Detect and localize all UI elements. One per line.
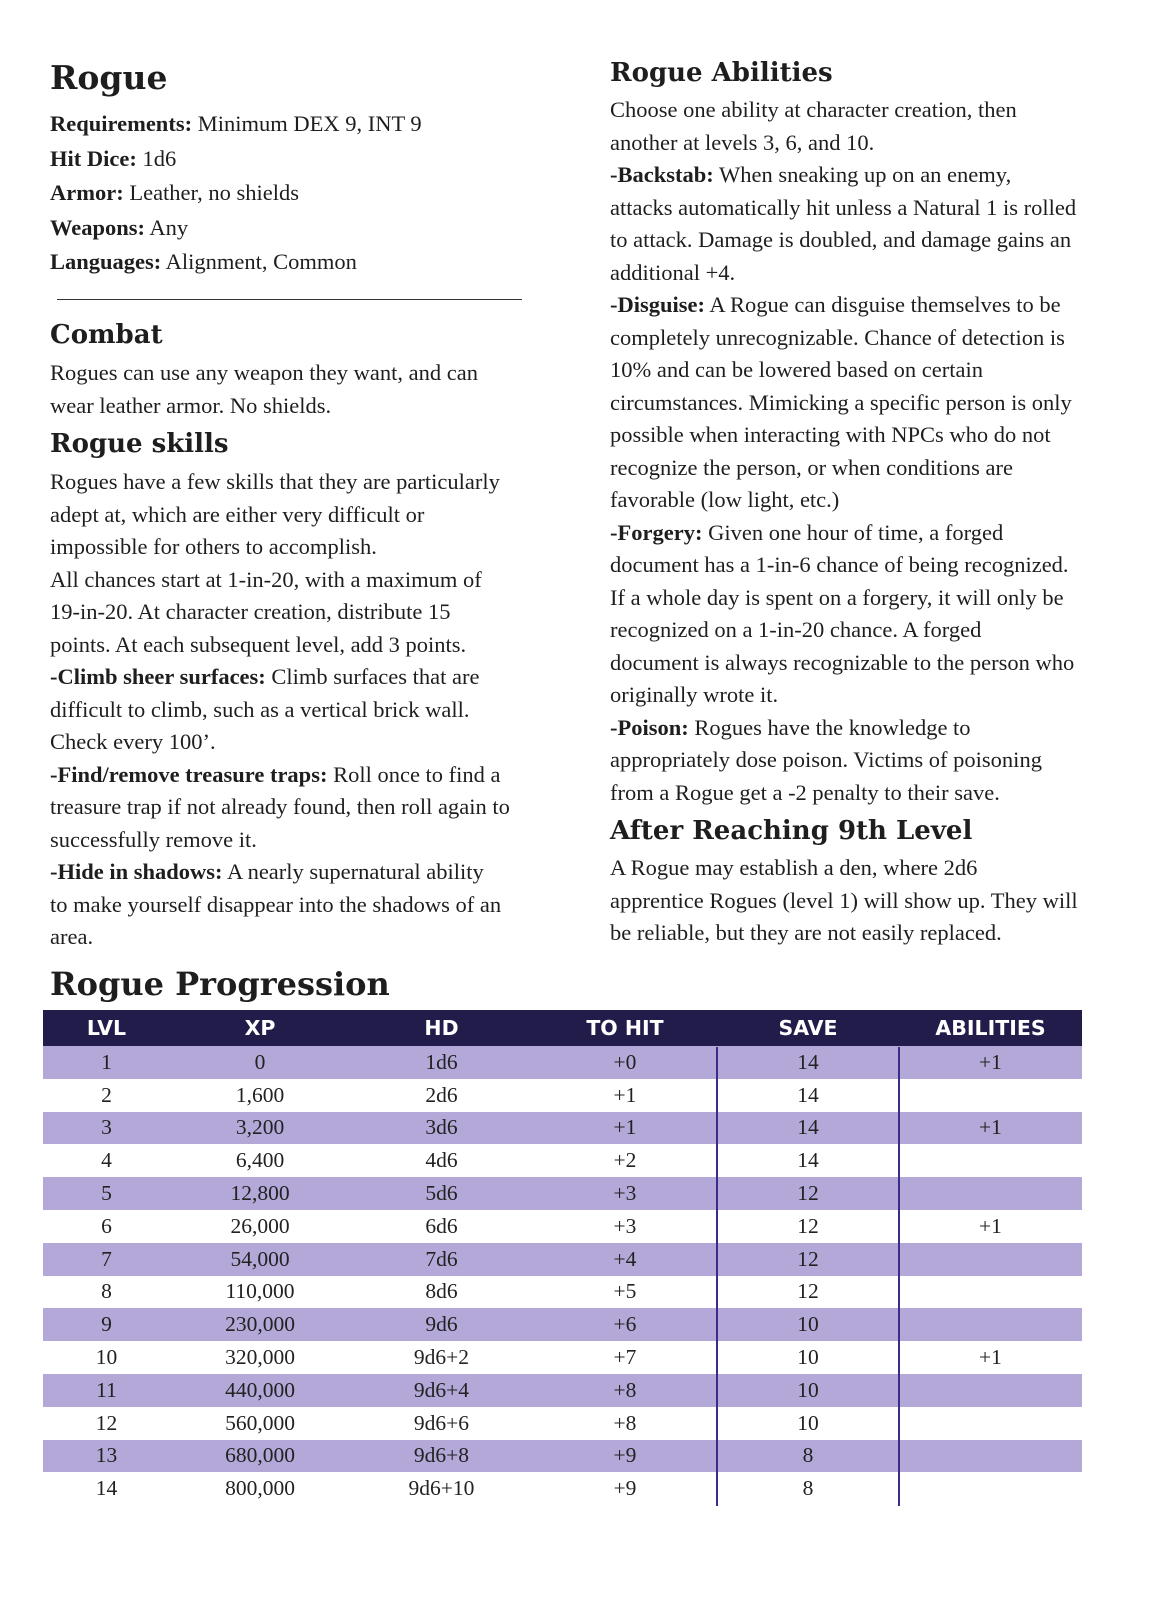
table-cell: 10 <box>95 1345 118 1370</box>
column-header: XP <box>244 1016 276 1040</box>
table-cell: 320,000 <box>225 1345 295 1370</box>
abilities-text: Choose one ability at character creation, then <box>610 97 1017 122</box>
table-cell: 14 <box>797 1148 819 1173</box>
ability-item-text: circumstances. Mimicking a specific person is only <box>610 389 1072 415</box>
ability-item-text: additional +4. <box>610 259 736 285</box>
table-cell: 9d6+4 <box>413 1377 470 1402</box>
table-body <box>43 1046 1082 1505</box>
table-cell: +1 <box>979 1213 1002 1238</box>
table-cell: +9 <box>613 1443 637 1468</box>
table-cell <box>899 1276 1082 1309</box>
ninth-level-text: be reliable, but they are not easily replaced. <box>610 920 1002 945</box>
column-header: ABILITIES <box>935 1016 1046 1040</box>
table-cell: 230,000 <box>225 1312 295 1337</box>
table-cell: 110,000 <box>225 1279 295 1304</box>
table-cell: 9d6 <box>425 1312 458 1337</box>
table-row <box>43 1177 1082 1210</box>
skill-item: -Find/remove treasure traps: Roll once to find a <box>50 761 501 787</box>
table-cell: 560,000 <box>225 1410 295 1435</box>
ninth-level-text: A Rogue may establish a den, where 2d6 <box>610 855 978 880</box>
table-cell: 12 <box>797 1181 819 1206</box>
table-cell: 1,600 <box>235 1082 285 1107</box>
table-cell: 12 <box>797 1246 819 1271</box>
table-cell: 9d6+8 <box>413 1443 470 1468</box>
table-cell: +1 <box>613 1115 637 1140</box>
table-cell: +1 <box>979 1115 1002 1140</box>
table-cell: 10 <box>797 1312 819 1337</box>
table-cell <box>899 1440 1082 1473</box>
table-cell: 9d6+2 <box>413 1345 470 1370</box>
table-cell: 3d6 <box>425 1115 458 1140</box>
table-cell: 7d6 <box>425 1246 458 1271</box>
requirement-line: Languages: Alignment, Common <box>50 249 357 274</box>
skill-item: -Hide in shadows: A nearly supernatural ability <box>50 859 484 884</box>
table-cell: 10 <box>797 1410 819 1435</box>
ability-item: -Disguise: A Rogue can disguise themselves to be <box>610 292 1061 317</box>
skills-text: impossible for others to accomplish. <box>50 534 377 559</box>
table-cell: 9 <box>101 1312 112 1337</box>
skill-item-text: successfully remove it. <box>50 826 257 852</box>
table-cell: 14 <box>95 1476 118 1501</box>
table-cell: +9 <box>613 1476 637 1501</box>
table-cell: 5 <box>101 1181 112 1206</box>
table-cell: 3 <box>101 1115 112 1140</box>
ability-item-text: possible when interacting with NPCs who do not <box>610 422 1051 447</box>
table-cell: 8 <box>101 1279 112 1304</box>
table-cell: 14 <box>797 1082 819 1107</box>
table-cell: 2 <box>101 1082 112 1107</box>
table-cell: 9d6+10 <box>408 1476 475 1501</box>
table-cell <box>899 1144 1082 1177</box>
column-header: HD <box>424 1016 459 1040</box>
table-cell: 1 <box>101 1049 112 1074</box>
progression-heading: Rogue Progression <box>50 965 390 1003</box>
combat-heading: Combat <box>50 320 163 350</box>
ability-item-text: document is always recognizable to the person who <box>610 649 1075 675</box>
table-cell: +7 <box>613 1345 637 1370</box>
table-cell: 12 <box>797 1279 819 1304</box>
table-cell: +5 <box>613 1279 637 1304</box>
requirement-line: Weapons: Any <box>50 214 189 240</box>
table-cell <box>899 1243 1082 1276</box>
skill-item: -Climb sheer surfaces: Climb surfaces that are <box>50 664 480 689</box>
skill-item-text: Check every 100’. <box>50 729 216 754</box>
table-cell: 7 <box>101 1246 112 1271</box>
ability-item-text: 10% and can be lowered based on certain <box>610 357 983 382</box>
table-row <box>43 1374 1082 1407</box>
ability-item-text: completely unrecognizable. Chance of detection is <box>610 324 1065 350</box>
skills-text: adept at, which are either very difficult or <box>50 501 425 527</box>
skills-heading: Rogue skills <box>50 429 229 459</box>
table-cell: +1 <box>979 1345 1002 1370</box>
table-cell: 800,000 <box>225 1476 295 1501</box>
skills-text: All chances start at 1-in-20, with a maximum of <box>50 566 482 592</box>
table-cell: 8 <box>802 1476 814 1501</box>
table-row <box>43 1210 1082 1243</box>
ability-item-text: to attack. Damage is doubled, and damage gains an <box>610 227 1072 252</box>
ability-item-text: from a Rogue get a -2 penalty to their save. <box>610 779 1000 805</box>
abilities-section <box>610 56 1115 809</box>
table-cell: 6d6 <box>425 1213 458 1238</box>
table-cell: 12 <box>95 1410 118 1435</box>
requirements-list <box>50 107 540 280</box>
table-cell <box>899 1079 1082 1112</box>
progression-table <box>43 1010 1082 1505</box>
table-cell: 8 <box>802 1443 814 1468</box>
table-cell <box>899 1407 1082 1440</box>
combat-text: wear leather armor. No shields. <box>50 392 332 418</box>
combat-section <box>50 318 540 422</box>
column-header: SAVE <box>778 1016 838 1040</box>
skills-text: points. At each subsequent level, add 3 points. <box>50 631 467 657</box>
table-cell: +1 <box>613 1082 637 1107</box>
ability-item: -Poison: Rogues have the knowledge to <box>610 714 971 740</box>
ability-item: -Forgery: Given one hour of time, a forged <box>610 519 1004 545</box>
requirement-line: Hit Dice: 1d6 <box>50 145 177 171</box>
table-cell: 3,200 <box>235 1115 285 1140</box>
table-cell: +3 <box>613 1213 637 1238</box>
ability-item-text: appropriately dose poison. Victims of poisoning <box>610 747 1042 772</box>
skills-section <box>50 427 540 954</box>
ability-item-text: originally wrote it. <box>610 682 779 707</box>
abilities-heading: Rogue Abilities <box>610 58 833 88</box>
ninth-level-section <box>610 814 1115 950</box>
abilities-text: another at levels 3, 6, and 10. <box>610 129 875 155</box>
ability-item-text: recognized on a 1-in-20 chance. A forged <box>610 617 982 642</box>
requirement-line: Requirements: Minimum DEX 9, INT 9 <box>50 111 422 136</box>
table-row <box>43 1407 1082 1440</box>
table-cell: 0 <box>254 1049 266 1074</box>
skill-item-text: area. <box>50 924 94 949</box>
requirement-line: Armor: Leather, no shields <box>50 180 300 205</box>
table-cell <box>899 1177 1082 1210</box>
table-row <box>43 1079 1082 1112</box>
table-row <box>43 1046 1082 1079</box>
column-header: TO HIT <box>586 1016 664 1040</box>
ability-item: -Backstab: When sneaking up on an enemy, <box>610 162 1012 187</box>
table-cell: 440,000 <box>225 1377 295 1402</box>
table-cell <box>899 1472 1082 1505</box>
table-cell: 2d6 <box>425 1082 458 1107</box>
table-row <box>43 1276 1082 1309</box>
ability-item-text: recognize the person, or when conditions are <box>610 454 1013 480</box>
table-row <box>43 1308 1082 1341</box>
table-cell: 14 <box>797 1115 819 1140</box>
table-cell: +8 <box>613 1410 637 1435</box>
table-cell: +4 <box>613 1246 637 1271</box>
table-cell: +0 <box>613 1049 637 1074</box>
table-cell: 10 <box>797 1345 819 1370</box>
table-cell: 12,800 <box>230 1181 290 1206</box>
table-row <box>43 1472 1082 1505</box>
section-divider <box>57 299 522 300</box>
table-cell: 680,000 <box>225 1443 295 1468</box>
table-row <box>43 1243 1082 1276</box>
table-cell: 4 <box>101 1148 112 1173</box>
column-divider <box>898 1047 900 1506</box>
ninth-level-heading: After Reaching 9th Level <box>610 816 973 846</box>
table-cell: 10 <box>797 1377 819 1402</box>
table-row <box>43 1144 1082 1177</box>
ability-item-text: If a whole day is spent on a forgery, it will only be <box>610 584 1064 610</box>
ability-item-text: favorable (low light, etc.) <box>610 487 840 512</box>
table-row <box>43 1112 1082 1145</box>
table-cell: 6 <box>101 1213 112 1238</box>
table-row <box>43 1341 1082 1374</box>
table-cell: +3 <box>613 1181 637 1206</box>
skill-item-text: difficult to climb, such as a vertical brick wall. <box>50 696 470 722</box>
table-cell: 1d6 <box>425 1049 458 1074</box>
table-cell: 11 <box>96 1377 117 1402</box>
column-header: LVL <box>86 1016 127 1040</box>
table-cell <box>899 1308 1082 1341</box>
table-cell: +1 <box>979 1049 1002 1074</box>
table-cell: 4d6 <box>425 1148 458 1173</box>
table-cell: 8d6 <box>425 1279 458 1304</box>
skill-item-text: treasure trap if not already found, then roll again to <box>50 794 510 819</box>
table-cell: 26,000 <box>230 1213 290 1238</box>
table-cell <box>899 1374 1082 1407</box>
table-cell: 13 <box>95 1443 118 1468</box>
table-cell: 14 <box>797 1049 819 1074</box>
skills-text: Rogues have a few skills that they are particularly <box>50 469 500 494</box>
ability-item-text: document has a 1-in-6 chance of being recognized. <box>610 552 1069 577</box>
table-cell: 12 <box>797 1213 819 1238</box>
skills-text: 19-in-20. At character creation, distribute 15 <box>50 599 451 624</box>
table-header <box>43 1010 1082 1046</box>
skill-item-text: to make yourself disappear into the shadows of an <box>50 891 502 917</box>
combat-text: Rogues can use any weapon they want, and can <box>50 360 478 385</box>
table-cell: +2 <box>613 1148 637 1173</box>
table-cell: 6,400 <box>235 1148 285 1173</box>
column-divider <box>716 1047 718 1506</box>
page-title: Rogue <box>50 58 168 97</box>
ninth-level-text: apprentice Rogues (level 1) will show up. They will <box>610 887 1078 913</box>
table-cell: +6 <box>613 1312 637 1337</box>
table-cell: +8 <box>613 1377 637 1402</box>
table-cell: 9d6+6 <box>413 1410 470 1435</box>
ability-item-text: attacks automatically hit unless a Natural 1 is rolled <box>610 194 1077 220</box>
table-cell: 54,000 <box>230 1246 290 1271</box>
table-cell: 5d6 <box>425 1181 458 1206</box>
table-row <box>43 1440 1082 1473</box>
